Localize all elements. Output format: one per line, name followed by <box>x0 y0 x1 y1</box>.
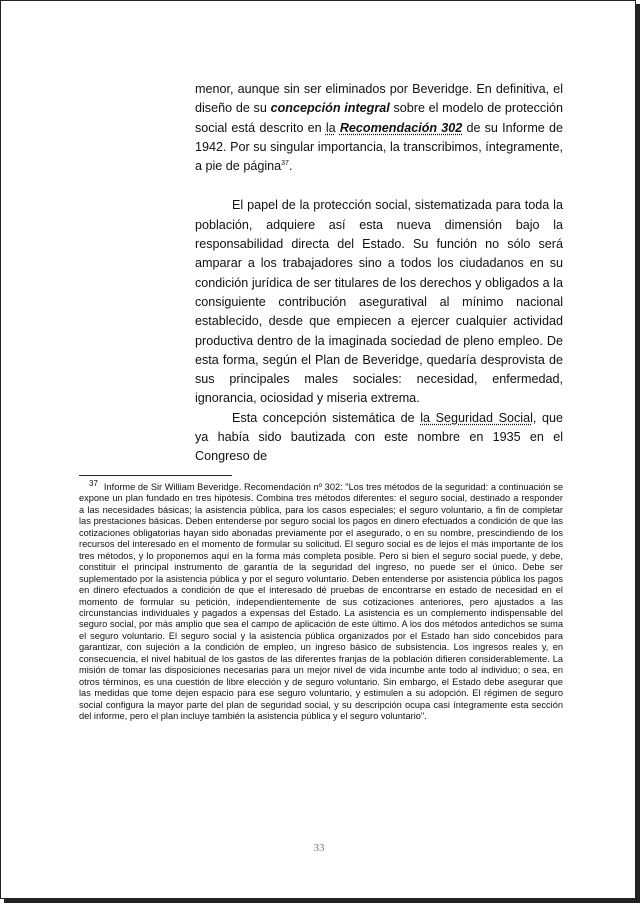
footnote-separator <box>79 475 232 476</box>
paragraph-1: menor, aunque sin ser eliminados por Beveridge. En definitiva, el diseño de su concepción integral sobre el modelo de protección social está descrito en la Recomendación 302 de su Informe de 1942. Por su singular importancia, la transcribimos, íntegramente, a pie de página$^{37}$. <box>195 82 564 174</box>
footnote-number: 37 <box>89 478 98 488</box>
paragraph-2: El papel de la protección social, sistematizada para toda la población, adquiere así esta nueva dimensión bajo la responsabilidad directa del Estado. Su función no sólo será amparar a los trabajadores sino a todos los ciudadanos en su condición jurídica de ser titulares de los derechos y obligados a la consiguiente contribución aseguratival al mínimo nacional establecido, desde que empiecen a ejercer cualquier actividad productiva dentro de la imaginada sociedad de pleno empleo. De esta forma, según el Plan de Beveridge, quedaría desprovista de sus principales males sociales: necesidad, enfermedad, ignorancia, ociosidad y miseria extrema. <box>195 198 563 406</box>
footnote-reference[interactable]: 37 <box>281 160 289 167</box>
recomendacion-302-emphasis: Recomendación 302 <box>339 120 463 135</box>
footnote-37 <box>79 478 563 723</box>
la-underlined: la <box>325 120 336 135</box>
concepcion-integral-emphasis: concepción integral <box>270 101 390 116</box>
paragraph-3: Esta concepción sistemática de la Seguridad Social, que ya había sido bautizada con este nombre en 1935 en el Congreso de <box>195 410 563 464</box>
page-number: 33 <box>313 842 325 854</box>
footnote-text: Informe de Sir William Beveridge. Recomendación nº 302: "Los tres métodos de la seguridad: a continuación se expone un plan fundado en tres hipótesis. Combina tres métodos diferentes: el seguro social, destinado a responder a las necesidades básicas; la asistencia pública, para los casos especiales; el seguro voluntario, a fin de completar las prestaciones básicas. Deben entenderse por seguro social los pagos en dinero efectuados a condición de que las cotizaciones obligatorias hayan sido abonadas previamente por el asegurado, o en su nombre, prescindiendo de los recursos del interesado en el momento de formular su solicitud. El seguro social es de lejos el más importante de los tres métodos, y lo proponemos aquí en la forma más completa posible. Pero si bien el seguro social puede, y debe, constituir el principal instrumento de garantía de la seguridad del ingreso, no puede ser el único. Debe ser suplementado por la asistencia pública y por el seguro voluntario. Deben entenderse por asistencia pública los pagos en dinero efectuados a condición de que el interesado dé pruebas de encontrarse en estado de necesidad en el momento de formular su petición, independientemente de sus cotizaciones anteriores, pero ajustados a las circunstancias individuales y pagados a expensas del Estado. La asistencia es un complemento indispensable del seguro social, por más amplio que sea el campo de aplicación de este último. A los dos métodos antedichos se suma el seguro voluntario. El seguro social y la asistencia pública organizados por el Estado han sido concebidos para garantizar, con sujeción a la condición de empleo, un ingreso básico de subsistencia. Los ingresos reales y, en consecuencia, el nivel habitual de los gastos de las diferentes franjas de la población difieren considerablemente. La misión de tomar las disposiciones necesarias para un mejor nivel de vida incumbe ante todo al individuo; o sea, en otros términos, es una cuestión de libre elección y de seguro voluntario. Sin embargo, el Estado debe asegurar que las medidas que tome dejen espacio para ese seguro voluntario, y estimulen a su adopción. El régimen de seguro social configura la mayor parte del plan de seguridad social, y su descripción ocupa casi íntegramente esta sección del informe, pero el plan incluye también la asistencia pública y el seguro voluntario". <box>79 482 563 722</box>
main-text <box>195 80 563 467</box>
seguridad-social-underlined: la Seguridad Social <box>420 410 533 425</box>
